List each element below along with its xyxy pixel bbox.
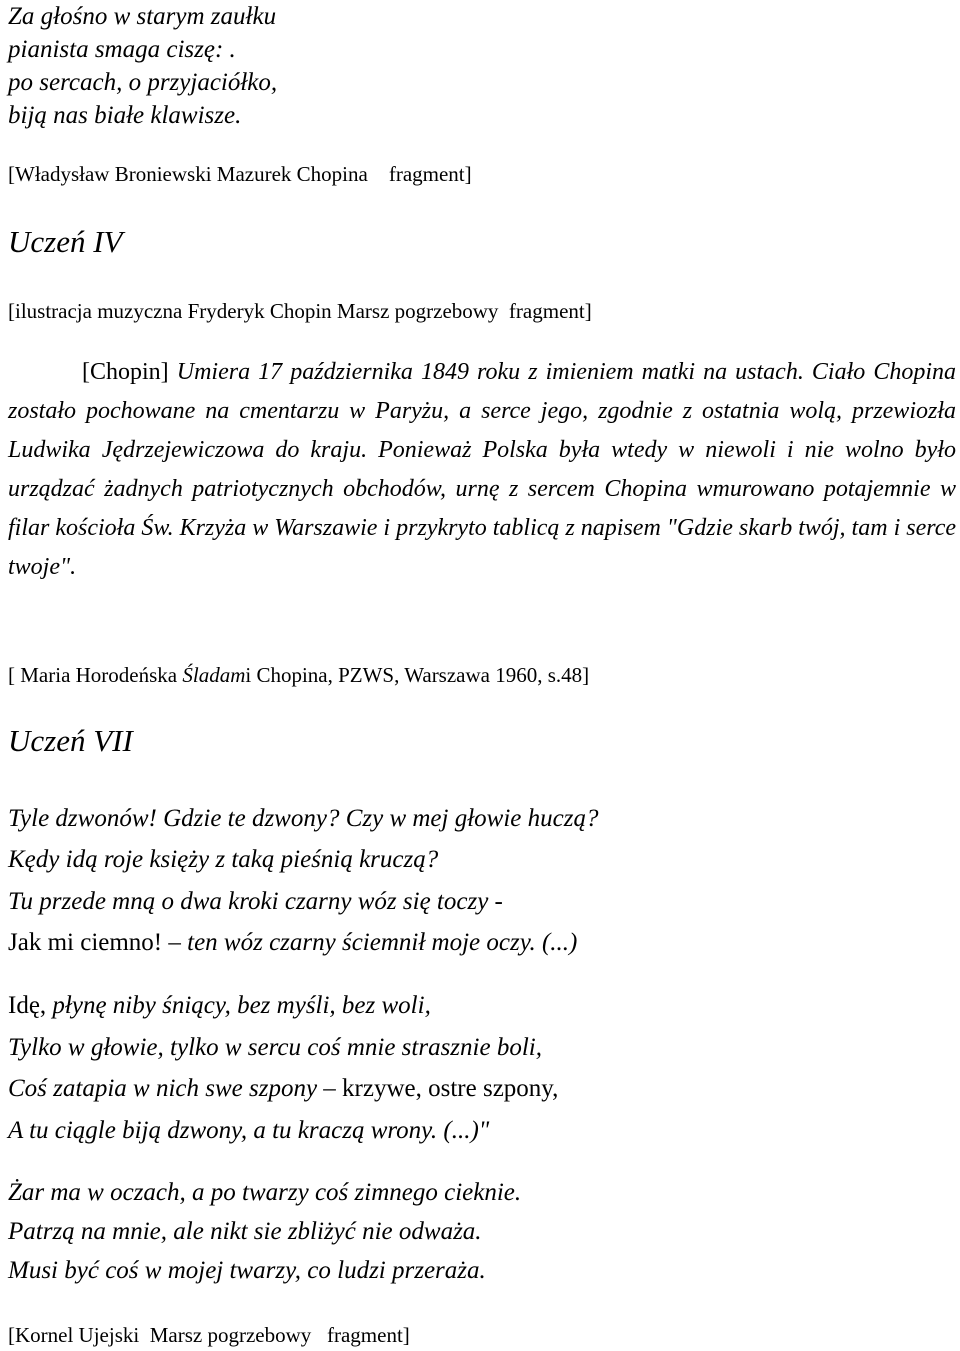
poem-source: [Kornel Ujejski Marsz pogrzebowy fragment] [8, 1323, 410, 1347]
citation [8, 662, 589, 688]
poem-line: Musi być coś w mojej twarzy, co ludzi przeraża. [8, 1257, 486, 1284]
poem-line-italic: – ten wóz czarny ściemnił moje oczy. (...) [162, 929, 578, 956]
poem-line: Patrzą na mnie, ale nikt sie zbliżyć nie odważa. [8, 1218, 482, 1245]
poem-line: Za głośno w starym zaułku [8, 3, 277, 30]
poem-line [8, 989, 431, 1022]
illustration-note: [ilustracja muzyczna Fryderyk Chopin Marsz pogrzebowy fragment] [8, 299, 592, 323]
poem-line: Tylko w głowie, tylko w sercu coś mnie strasznie boli, [8, 1034, 542, 1061]
poem-line-upright: krzywe, ostre szpony, [342, 1075, 559, 1102]
poem-line: po sercach, o przyjaciółko, [8, 69, 278, 96]
prose-text: Umiera 17 października 1849 roku z imieniem matki na ustach. Ciało Chopina zostało pochowane na cmentarzu w Paryżu, a serce jego, zgodnie z ostatnia wolą, przewiozła Ludwika Jędrzejewiczowa do kraju. Ponieważ Polska była wtedy w niewoli i nie wolno było urządzać żadnych patriotycznych obchodów, urnę z sercem Chopina wmurowano potajemnie w filar kościoła Św. Krzyża w Warszawie i przykryto tablicą z napisem "Gdzie skarb twój, tam i serce twoje". [8, 359, 956, 580]
poem-line: Żar ma w oczach, a po twarzy coś zimnego cieknie. [8, 1179, 522, 1206]
prose-paragraph [8, 353, 956, 587]
section-heading: Uczeń IV [8, 224, 123, 259]
poem-line [8, 926, 577, 959]
poem-line: Tyle dzwonów! Gdzie te dzwony? Czy w mej głowie huczą? [8, 805, 599, 832]
poem-source: [Władysław Broniewski Mazurek Chopina fragment] [8, 162, 472, 186]
poem-line: Kędy idą roje księży z taką pieśnią kruczą? [8, 846, 439, 873]
poem-line [8, 1072, 558, 1105]
prose-bracket: [Chopin] [82, 359, 169, 385]
poem-line-italic: płynę niby śniący, bez myśli, bez woli, [46, 992, 431, 1019]
poem-line-upright: Idę, [8, 992, 47, 1019]
citation-author: [ Maria Horodeńska [8, 663, 183, 687]
poem-line-upright: Jak mi ciemno! [8, 929, 163, 956]
poem-line-italic: Coś zatapia w nich swe szpony – [8, 1075, 343, 1102]
poem-line: pianista smaga ciszę: . [8, 36, 236, 63]
poem-line: Tu przede mną o dwa kroki czarny wóz się toczy - [8, 888, 503, 915]
poem-line: biją nas białe klawisze. [8, 102, 242, 129]
section-heading: Uczeń VII [8, 723, 133, 758]
poem-line: A tu ciągle biją dzwony, a tu kraczą wrony. (...)" [8, 1117, 490, 1144]
citation-details: i Chopina, PZWS, Warszawa 1960, s.48] [245, 663, 590, 687]
citation-title: Śladam [182, 663, 246, 687]
